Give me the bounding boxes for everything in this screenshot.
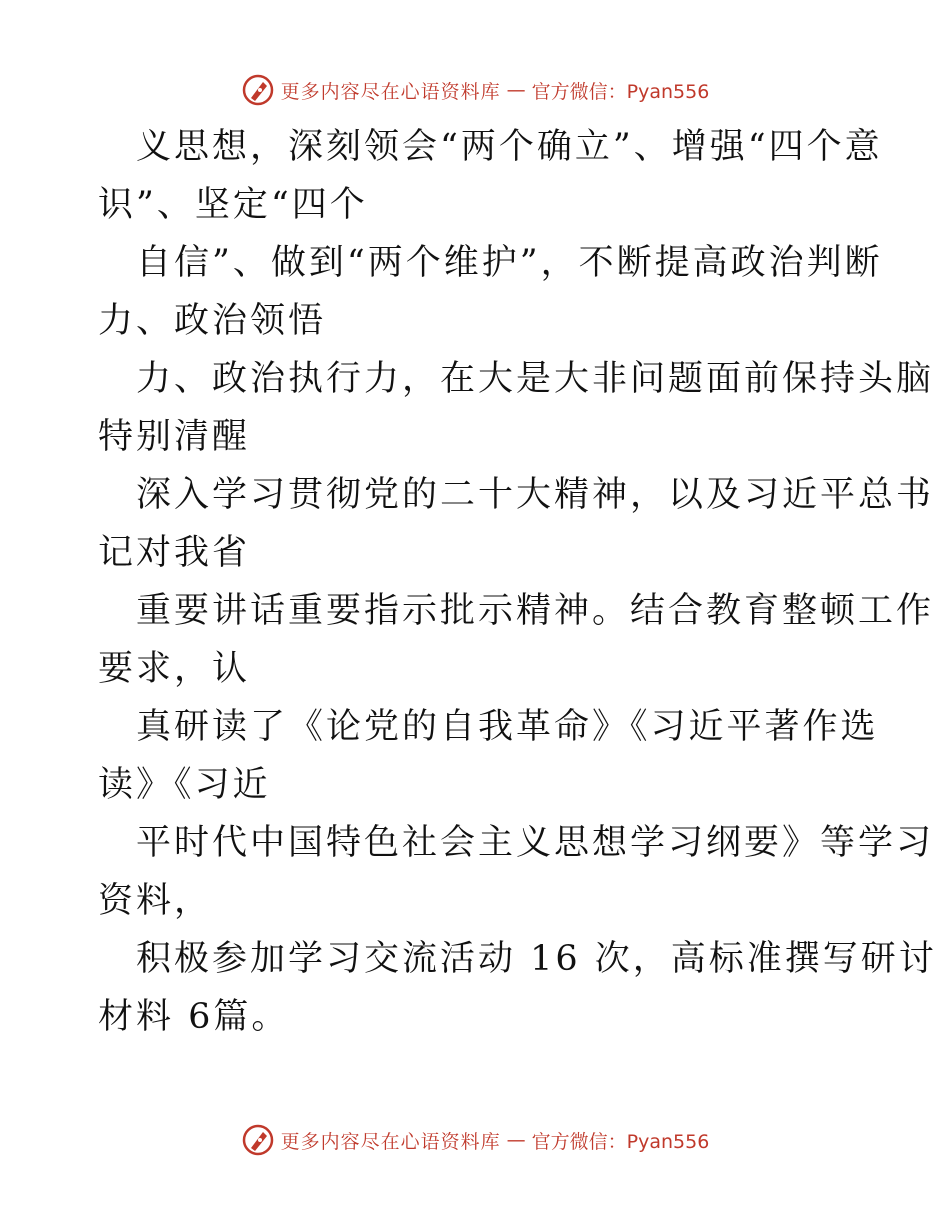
pen-nib-circle-icon — [241, 73, 275, 107]
body-line: 力、政治执行力，在大是大非问题面前保持头脑 — [136, 359, 935, 399]
header-separator: — — [506, 79, 526, 101]
body-line: 重要讲话重要指示批示精神。结合教育整顿工作 — [136, 591, 935, 631]
body-line: 读》《习近 — [98, 765, 271, 805]
footer-site-text: 更多内容尽在心语资料库 — [280, 1130, 501, 1153]
body-line: 资料， — [98, 881, 213, 921]
body-line: 深入学习贯彻党的二十大精神，以及习近平总书 — [136, 475, 935, 515]
body-line: 识”、坚定“四个 — [98, 185, 368, 225]
header-site-text: 更多内容尽在心语资料库 — [280, 80, 501, 103]
body-line: 力、政治领悟 — [98, 301, 327, 341]
header-wechat-text: 官方微信：Pyan556 — [531, 80, 710, 103]
footer-separator: — — [506, 1129, 526, 1151]
body-line: 特别清醒 — [98, 417, 251, 457]
footer-wechat-text: 官方微信：Pyan556 — [531, 1130, 710, 1153]
body-line: 真研读了《论党的自我革命》《习近平著作选 — [136, 707, 879, 747]
body-line: 积极参加学习交流活动 16 次，高标准撰写研讨 — [136, 939, 937, 979]
header-watermark — [0, 70, 950, 110]
body-line: 平时代中国特色社会主义思想学习纲要》等学习 — [136, 823, 935, 863]
pen-nib-circle-icon — [241, 1123, 275, 1157]
footer-watermark — [0, 1120, 950, 1160]
body-line: 记对我省 — [98, 533, 251, 573]
document-body — [98, 118, 937, 1046]
body-line: 自信”、做到“两个维护”，不断提高政治判断 — [136, 243, 883, 283]
body-line: 材料 6篇。 — [98, 997, 290, 1037]
body-line: 义思想，深刻领会“两个确立”、增强“四个意 — [136, 127, 883, 167]
body-line: 要求，认 — [98, 649, 251, 689]
